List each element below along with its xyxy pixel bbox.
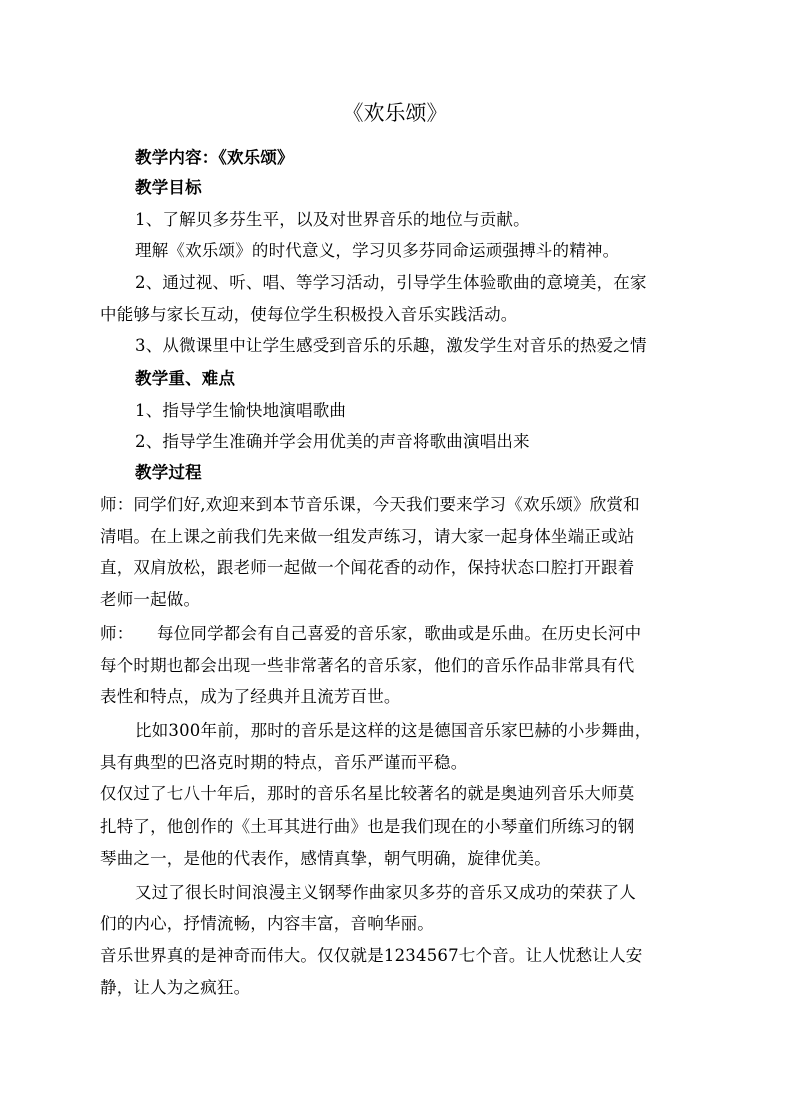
paragraph-4-line-1: 仅仅过了七八十年后，那时的音乐名星比较著名的就是奥迪列音乐大师莫 xyxy=(100,784,635,803)
paragraph-4-line-3: 琴曲之一，是他的代表作，感情真挚，朝气明确，旋律优美。 xyxy=(100,849,551,868)
goal-1: 1、了解贝多芬生平，以及对世界音乐的地位与贡献。 xyxy=(135,210,530,229)
paragraph-5-line-1: 又过了很长时间浪漫主义钢琴作曲家贝多芬的音乐又成功的荣获了人 xyxy=(135,883,636,902)
paragraph-1-line-2: 清唱。在上课之前我们先来做一组发声练习，请大家一起身体坐端正或站 xyxy=(100,527,635,546)
paragraph-2-speaker: 师： xyxy=(100,624,134,643)
key-point-2: 2、指导学生准确并学会用优美的声音将歌曲演唱出来 xyxy=(135,432,530,451)
goal-1-continued: 理解《欢乐颂》的时代意义，学习贝多芬同命运顽强搏斗的精神。 xyxy=(135,241,620,260)
paragraph-5-line-2: 们的内心，抒情流畅，内容丰富，音响华丽。 xyxy=(100,914,434,933)
paragraph-4-line-2: 扎特了，他创作的《土耳其进行曲》也是我们现在的小琴童们所练习的钢 xyxy=(100,817,635,836)
heading-teaching-goals: 教学目标 xyxy=(135,178,202,197)
paragraph-6-line-2: 静，让人为之疯狂。 xyxy=(100,978,251,997)
paragraph-1-line-3: 直，双肩放松，跟老师一起做一个闻花香的动作，保持状态口腔打开跟着 xyxy=(100,558,635,577)
goal-2-line-2: 中能够与家长互动，使每位学生积极投入音乐实践活动。 xyxy=(100,305,518,324)
paragraph-2-line-2: 每个时期也都会出现一些非常著名的音乐家，他们的音乐作品非常具有代 xyxy=(100,656,635,675)
paragraph-2-line-1: 每位同学都会有自己喜爱的音乐家，歌曲或是乐曲。在历史长河中 xyxy=(157,624,642,643)
key-point-1: 1、指导学生愉快地演唱歌曲 xyxy=(135,401,347,420)
heading-teaching-content: 教学内容：《欢乐颂》 xyxy=(135,148,294,167)
paragraph-3-line-2: 具有典型的巴洛克时期的特点，音乐严谨而平稳。 xyxy=(100,753,468,772)
paragraph-6-line-1: 音乐世界真的是神奇而伟大。仅仅就是1234567七个音。让人忧愁让人安 xyxy=(100,946,643,965)
paragraph-1-line-4: 老师一起做。 xyxy=(100,590,201,609)
paragraph-1-line-1: 师：同学们好,欢迎来到本节音乐课，今天我们要来学习《欢乐颂》欣赏和 xyxy=(100,495,640,514)
goal-3: 3、从微课里中让学生感受到音乐的乐趣，激发学生对音乐的热爱之情 xyxy=(135,336,647,355)
goal-2-line-1: 2、通过视、听、唱、等学习活动，引导学生体验歌曲的意境美，在家 xyxy=(135,273,647,292)
document-title: 《欢乐颂》 xyxy=(342,101,448,125)
paragraph-2-line-3: 表性和特点，成为了经典并且流芳百世。 xyxy=(100,687,401,706)
paragraph-3-line-1: 比如300年前，那时的音乐是这样的这是德国音乐家巴赫的小步舞曲， xyxy=(135,721,652,740)
heading-teaching-process: 教学过程 xyxy=(135,463,202,482)
heading-key-points: 教学重、难点 xyxy=(135,369,236,388)
